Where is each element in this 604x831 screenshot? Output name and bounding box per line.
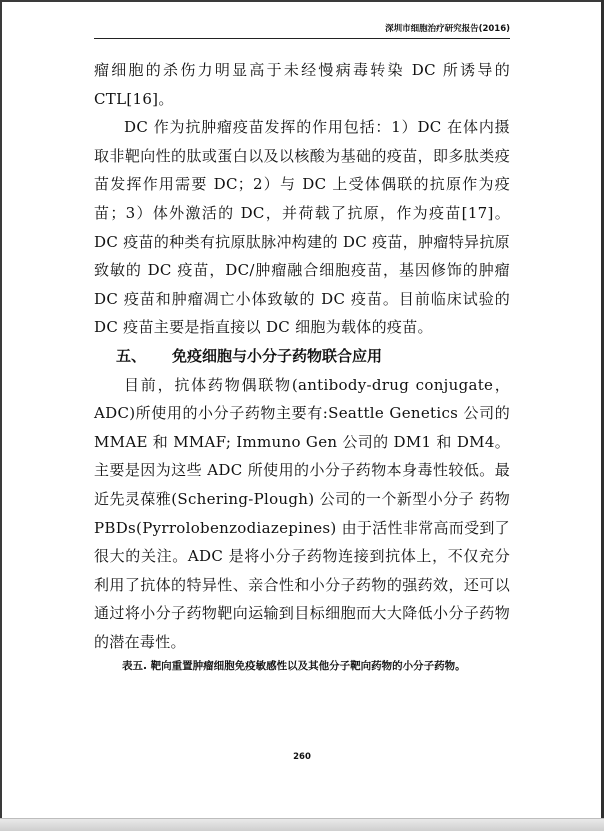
- paragraph-adc: 目前，抗体药物偶联物(antibody-drug conjugate，ADC)所使用的小分子药物主要有:Seattle Genetics 公司的 MMAE 和 MMAF; Immuno Gen 公司的 DM1 和 DM4。主要是因为这些 ADC 所使用的小分子药物本身毒性较低。最近先灵葆雅(Schering-Plough) 公司的一个新型小分子 药物 PBDs(Pyrrolobenzodiazepines) 由于活性非常高而受到了很大的关注。ADC 是将小分子药物连接到抗体上，不仅充分利用了抗体的特异性、亲合性和小分子药物的强药效，还可以通过将小分子药物靶向运输到目标细胞而大大降低小分子药物的潜在毒性。: [94, 375, 510, 651]
- page-body: [94, 56, 510, 674]
- viewer-left-border: [0, 0, 2, 831]
- section-heading: [94, 342, 510, 371]
- paragraph-dc-vaccine: DC 作为抗肿瘤疫苗发挥的作用包括：1）DC 在体内摄取非靶向性的肽或蛋白以及以核酸为基础的疫苗，即多肽类疫苗发挥作用需要 DC；2）与 DC 上受体偶联的抗原作为疫苗；3）体外激活的 DC，并荷载了抗原，作为疫苗[17]。DC 疫苗的种类有抗原肽脉冲构建的 DC 疫苗，肿瘤特异抗原致敏的 DC 疫苗，DC/肿瘤融合细胞疫苗，基因修饰的肿瘤 DC 疫苗和肿瘤凋亡小体致敏的 DC 疫苗。目前临床试验的 DC 疫苗主要是指直接以 DC 细胞为载体的疫苗。: [94, 118, 510, 337]
- header-rule: [94, 38, 510, 39]
- table-caption: 表五. 靶向重置肿瘤细胞免疫敏感性以及其他分子靶向药物的小分子药物。: [122, 660, 466, 673]
- page-number: 260: [293, 752, 311, 762]
- paragraph-continuation: 瘤细胞的杀伤力明显高于未经慢病毒转染 DC 所诱导的 CTL[16]。: [94, 61, 510, 108]
- viewer-top-border: [0, 0, 604, 2]
- section-number: 五、: [116, 346, 147, 365]
- section-title: 免疫细胞与小分子药物联合应用: [172, 346, 383, 365]
- viewer-bottom-bar: [0, 818, 604, 831]
- running-header: 深圳市细胞治疗研究报告(2016): [385, 24, 510, 34]
